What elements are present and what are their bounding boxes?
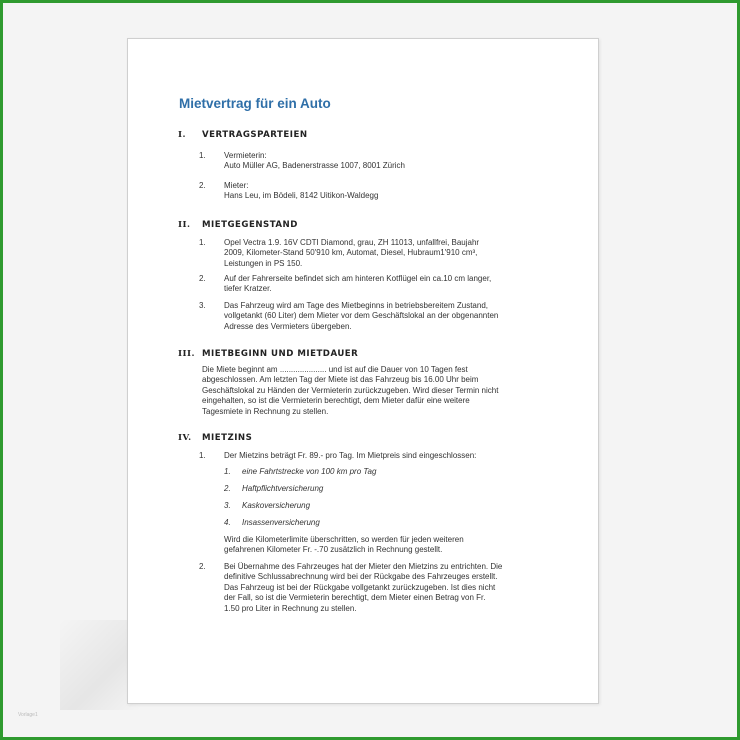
- paragraph-line: gefahrenen Kilometer Fr. -.70 zusätzlich in Rechnung gestellt.: [224, 545, 443, 555]
- section-heading-2: [178, 220, 298, 230]
- list-line: definitive Schlussabrechnung wird bei der Rückgabe des Fahrzeuges erstellt.: [224, 572, 498, 582]
- section-heading-4: [178, 433, 252, 443]
- section-number: IV.: [178, 433, 192, 443]
- section-title: MIETBEGINN UND MIETDAUER: [202, 349, 359, 359]
- list-line: Bei Übernahme des Fahrzeuges hat der Mieter den Mietzins zu entrichten. Die: [224, 562, 503, 571]
- section-number: I.: [178, 130, 187, 140]
- paragraph-line: Geschäftslokal zu Händen der Vermieterin zurückzugeben. Wird dieser Termin nicht: [202, 385, 499, 395]
- list-line: tiefer Kratzer.: [224, 284, 272, 294]
- list-item: 2. Auf der Fahrerseite befindet sich am hinteren Kotflügel ein ca.10 cm langer, tiefer Kratzer.: [199, 274, 559, 295]
- section-title: VERTRAGSPARTEIEN: [202, 130, 308, 140]
- list-item: 3. Das Fahrzeug wird am Tage des Mietbeginns in betriebsbereitem Zustand, vollgetankt (60 Liter) dem Mieter vor dem Geschäftslokal an der obgenannten Adresse des Vermieters übergeben.: [199, 301, 559, 332]
- section-title: MIETGEGENSTAND: [202, 220, 298, 230]
- list-line: 2009, Kilometer-Stand 50'910 km, Automat, Diesel, Hubraum1'910 cm³,: [224, 248, 478, 258]
- list-line: vollgetankt (60 Liter) dem Mieter vor dem Geschäftslokal an der obgenannten: [224, 311, 499, 321]
- document-page: [127, 38, 599, 704]
- section-heading-3: [178, 349, 358, 359]
- list-line: Der Mietzins beträgt Fr. 89.- pro Tag. Im Mietpreis sind eingeschlossen:: [224, 451, 477, 460]
- list-line: Das Fahrzeug ist bei der Rückgabe vollgetankt zurückzugeben. Ist dies nicht: [224, 582, 496, 592]
- sub-item: 3. Kaskoversicherung: [224, 501, 311, 510]
- list-line: der Fall, so ist die Vermieterin berechtigt, dem Mieter einen Betrag von Fr.: [224, 593, 486, 603]
- list-item: 2. Mieter: Hans Leu, im Bödeli, 8142 Uitikon-Waldegg: [199, 181, 559, 202]
- list-item: 1. Opel Vectra 1.9. 16V CDTI Diamond, grau, ZH 11013, unfallfrei, Baujahr 2009, Kilometer-Stand 50'910 km, Automat, Diesel, Hubraum1'910 cm³, Leistungen in PS 150.: [199, 238, 559, 269]
- list-line: Opel Vectra 1.9. 16V CDTI Diamond, grau, ZH 11013, unfallfrei, Baujahr: [224, 238, 480, 247]
- paragraph-line: Tagesmiete in Rechnung zu stellen.: [202, 406, 329, 416]
- paragraph-line: eingehalten, so ist die Vermieterin berechtigt, dem Mieter dafür eine weitere: [202, 396, 470, 406]
- list-item: 1. Vermieterin: Auto Müller AG, Badenerstrasse 1007, 8001 Zürich: [199, 151, 559, 172]
- list-item: 2. Bei Übernahme des Fahrzeuges hat der Mieter den Mietzins zu entrichten. Die definitive Schlussabrechnung wird bei der Rückgabe des Fahrzeuges erstellt. Das Fahrzeug ist bei der Rückgabe vollgetankt zurückzugeben. Ist dies nicht der Fall, so ist die Vermieterin berechtigt, dem Mieter einen Betrag von Fr. 1.50 pro Liter in Rechnung zu stellen.: [199, 562, 559, 614]
- list-line: Adresse des Vermieters übergeben.: [224, 321, 352, 331]
- paragraph-line: abgeschlossen. Am letzten Tag der Miete ist das Fahrzeug bis 16.00 Uhr beim: [202, 375, 479, 385]
- sub-item: 2. Haftpflichtversicherung: [224, 484, 324, 493]
- list-line: Auf der Fahrerseite befindet sich am hinteren Kotflügel ein ca.10 cm langer,: [224, 274, 492, 283]
- section-number: II.: [178, 220, 191, 230]
- watermark: Vorlage1: [18, 712, 38, 718]
- sub-item: 4. Insassenversicherung: [224, 518, 320, 527]
- section-number: III.: [178, 349, 196, 359]
- list-line: 1.50 pro Liter in Rechnung zu stellen.: [224, 603, 357, 613]
- document-title: Mietvertrag für ein Auto: [179, 96, 331, 111]
- list-item: 1. Der Mietzins beträgt Fr. 89.- pro Tag. Im Mietpreis sind eingeschlossen:: [199, 451, 559, 461]
- list-line: Vermieterin:: [224, 151, 267, 160]
- list-line: Hans Leu, im Bödeli, 8142 Uitikon-Waldegg: [224, 191, 379, 201]
- list-line: Das Fahrzeug wird am Tage des Mietbeginns in betriebsbereitem Zustand,: [224, 301, 488, 310]
- list-line: Auto Müller AG, Badenerstrasse 1007, 8001 Zürich: [224, 161, 405, 171]
- paragraph-line: Wird die Kilometerlimite überschritten, so werden für jeden weiteren: [224, 535, 464, 544]
- note-paragraph: [224, 535, 554, 556]
- paragraph: [202, 365, 552, 417]
- section-title: MIETZINS: [202, 433, 253, 443]
- paragraph-line: Die Miete beginnt am ..................... und ist auf die Dauer von 10 Tagen fest: [202, 365, 468, 374]
- list-line: Leistungen in PS 150.: [224, 258, 303, 268]
- section-heading-1: [178, 130, 308, 140]
- list-line: Mieter:: [224, 181, 249, 190]
- sub-item: 1. eine Fahrtstrecke von 100 km pro Tag: [224, 467, 377, 476]
